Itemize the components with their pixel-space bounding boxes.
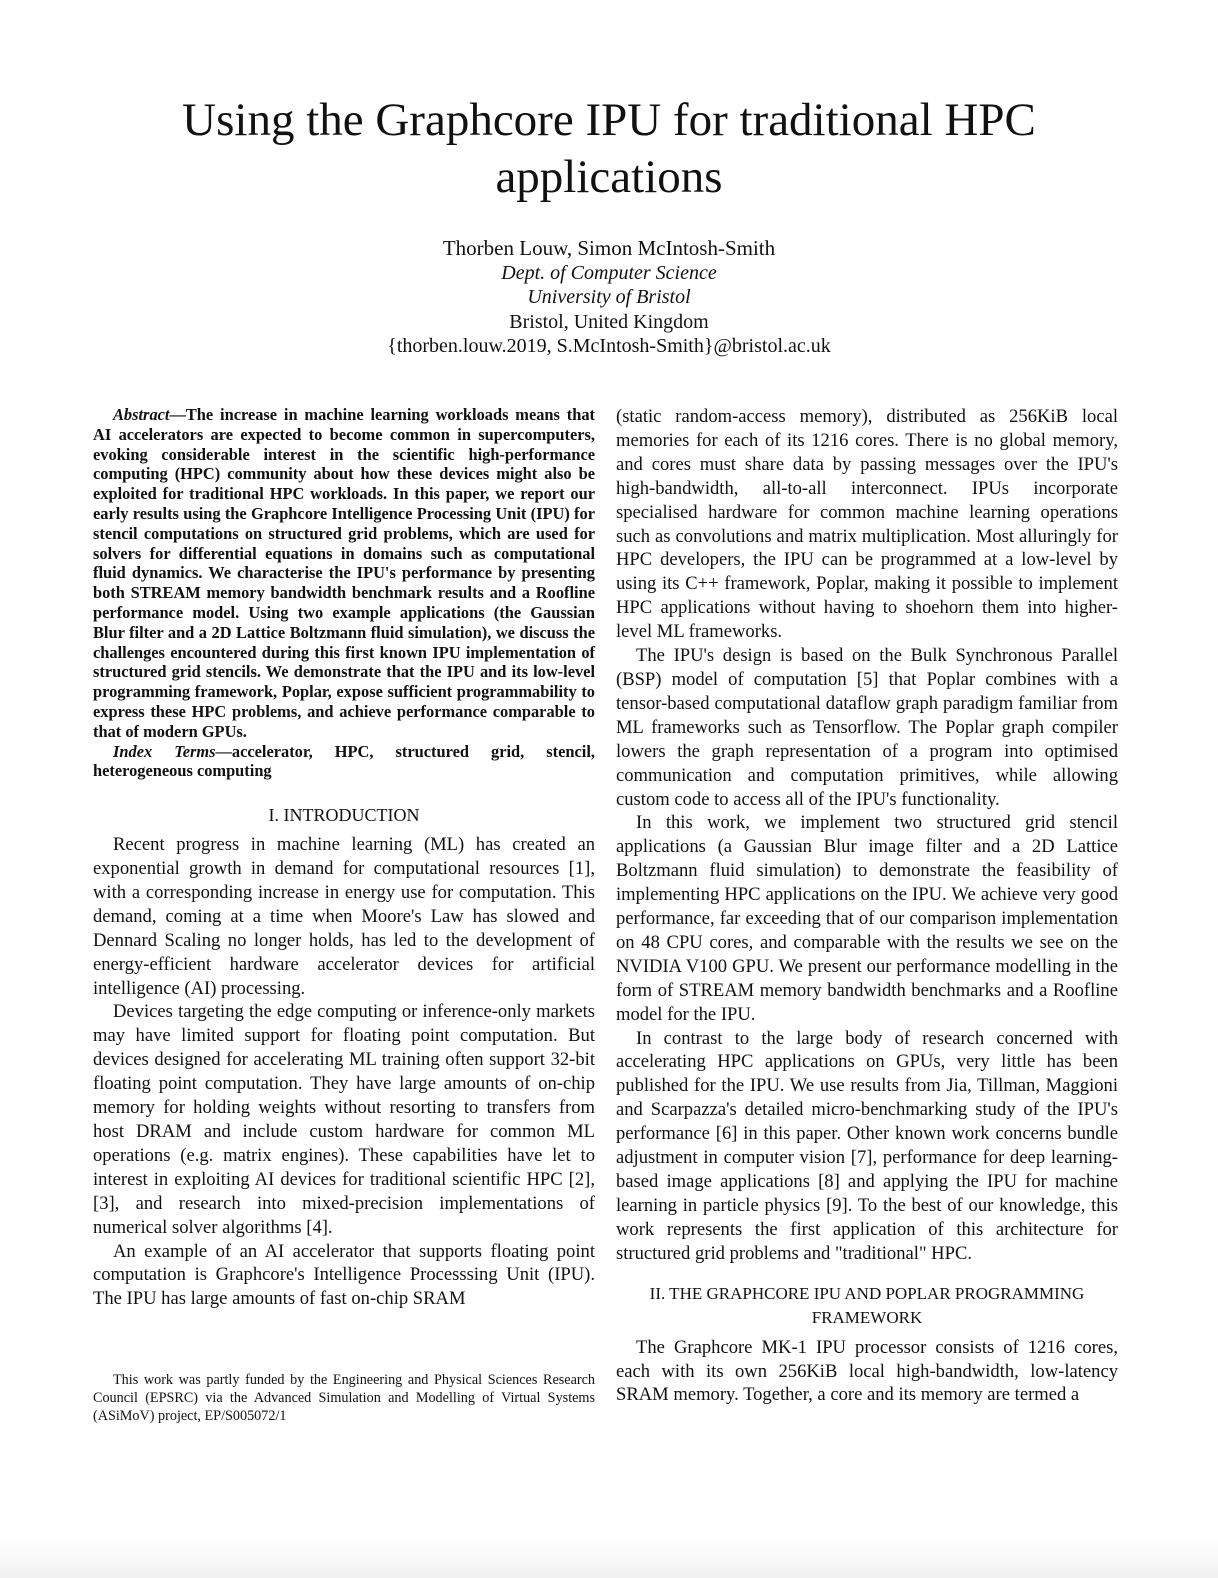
section-heading-graphcore: II. THE GRAPHCORE IPU AND POPLAR PROGRAMMING FRAMEWORK	[649, 1283, 1085, 1327]
author-department: Dept. of Computer Science	[501, 261, 717, 284]
author-location: Bristol, United Kingdom	[509, 310, 709, 333]
paper-title: Using the Graphcore IPU for traditional HPC applications	[182, 94, 1036, 203]
author-block	[209, 236, 1009, 359]
page-bottom-edge	[0, 1538, 1218, 1578]
right-column	[616, 405, 1118, 1407]
intro-paragraph-6: In contrast to the large body of research concerned with accelerating HPC applications on GPUs, very little has been published for the IPU. We use results from Jia, Tillman, Maggioni and Scarpazza's detailed micro-benchmarking study of the IPU's performance [6] in this paper. Other known work concerns bundle adjustment in computer vision [7], performance for deep learning-based image applications [8] and applying the IPU for machine learning in particle physics [9]. To the best of our knowledge, this work represents the first application of this architecture for structured grid problems and "traditional" HPC.	[616, 1027, 1118, 1264]
intro-paragraph-1: Recent progress in machine learning (ML) has created an exponential growth in demand for computational resources [1], with a corresponding increase in energy use for computation. This demand, coming at a time when Moore's Law has slowed and Dennard Scaling no longer holds, has led to the development of energy-efficient hardware accelerator devices for artificial intelligence (AI) processing.	[93, 834, 595, 999]
left-column	[93, 405, 595, 1311]
index-terms	[93, 742, 595, 782]
author-emails: {thorben.louw.2019, S.McIntosh-Smith}@bristol.ac.uk	[387, 335, 831, 357]
footnote-text: This work was partly funded by the Engineering and Physical Sciences Research Council (EPSRC) via the Advanced Simulation and Modelling of Virtual Systems (ASiMoV) project, EP/S005072/1	[93, 1372, 595, 1424]
abstract-label: Abstract	[113, 405, 170, 424]
intro-paragraph-5: In this work, we implement two structured grid stencil applications (a Gaussian Blur image filter and a 2D Lattice Boltzmann fluid simulation) to demonstrate the feasibility of implementing HPC applications on the IPU. We achieve very good performance, far exceeding that of our comparison implementation on 48 CPU cores, and comparable with the results we see on the NVIDIA V100 GPU. We present our performance modelling in the form of STREAM memory bandwidth benchmarks and a Roofline model for the IPU.	[616, 812, 1118, 1025]
abstract	[93, 405, 595, 742]
author-names: Thorben Louw, Simon McIntosh-Smith	[442, 236, 776, 260]
author-university: University of Bristol	[527, 286, 691, 308]
section-heading-introduction: I. INTRODUCTION	[268, 805, 420, 826]
intro-paragraph-4: The IPU's design is based on the Bulk Synchronous Parallel (BSP) model of computation [5] that Poplar combines with a tensor-based computational dataflow graph paradigm familiar from ML frameworks such as Tensorflow. The Poplar graph compiler lowers the graph representation of a program into optimised communication and computation primitives, while allowing custom code to access all of the IPU's functionality.	[616, 645, 1118, 810]
index-terms-label: Index Terms	[113, 741, 216, 761]
abstract-text: —The increase in machine learning workloads means that AI accelerators are expected to become common in supercomputers, evoking considerable interest in the scientific high-performance computing (HPC) community about how these devices might also be exploited for traditional HPC workloads. In this paper, we report our early results using the Graphcore Intelligence Processing Unit (IPU) for stencil computations on structured grid problems, which are used for solvers for differential equations in domains such as computational fluid dynamics. We characterise the IPU's performance by presenting both STREAM memory bandwidth benchmark results and a Roofline performance model. Using two example applications (the Gaussian Blur filter and a 2D Lattice Boltzmann fluid simulation), we discuss the challenges encountered during this first known IPU implementation of structured grid stencils. We demonstrate that the IPU and its low-level programming framework, Poplar, expose sufficient programmability to express these HPC problems, and achieve performance comparable to that of modern GPUs.	[93, 405, 595, 741]
intro-paragraph-2: Devices targeting the edge computing or inference-only markets may have limited support for floating point computation. But devices designed for accelerating ML training often support 32-bit floating point computation. They have large amounts of on-chip memory for holding weights without resorting to transfers from host DRAM and include custom hardware for common ML operations (e.g. matrix engines). These capabilities have let to interest in exploiting AI devices for traditional scientific HPC [2], [3], and research into mixed-precision implementations of numerical solver algorithms [4].	[93, 1001, 595, 1238]
index-terms-text: —accelerator, HPC, structured grid, stencil, heterogeneous computing	[93, 741, 595, 781]
intro-paragraph-3-continued: (static random-access memory), distributed as 256KiB local memories for each of its 1216 cores. There is no global memory, and cores must share data by passing messages over the IPU's high-bandwidth, all-to-all interconnect. IPUs incorporate specialised hardware for common machine learning operations such as convolutions and matrix multiplication. Most alluringly for HPC developers, the IPU can be programmed at a low-level by using its C++ framework, Poplar, making it possible to implement HPC applications without having to shoehorn them into higher-level ML frameworks.	[616, 406, 1118, 643]
section2-paragraph-1: The Graphcore MK-1 IPU processor consists of 1216 cores, each with its own 256KiB local high-bandwidth, low-latency SRAM memory. Together, a core and its memory are termed a	[616, 1336, 1118, 1406]
intro-paragraph-3: An example of an AI accelerator that supports floating point computation is Graphcore's Intelligence Processsing Unit (IPU). The IPU has large amounts of fast on-chip SRAM	[93, 1240, 595, 1310]
funding-footnote	[93, 1371, 595, 1425]
